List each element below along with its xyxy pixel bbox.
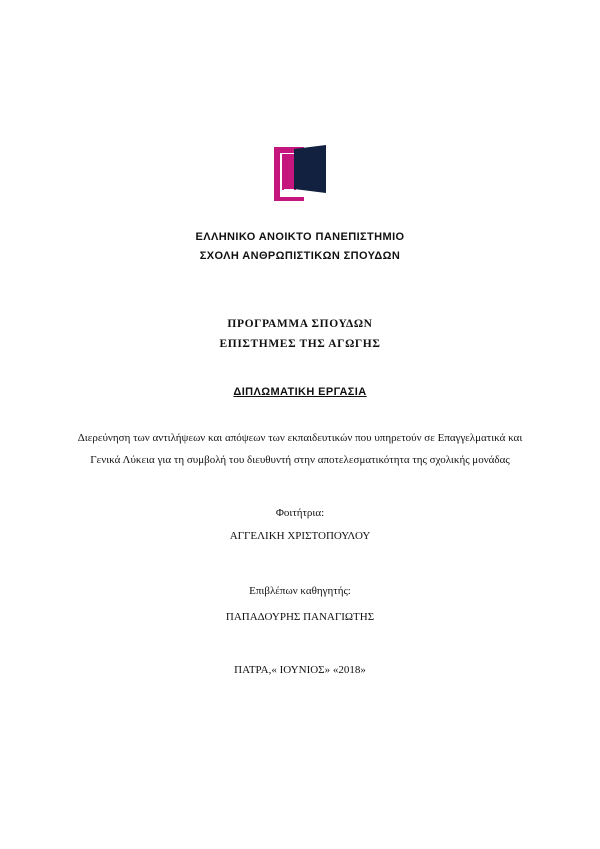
supervisor-name: ΠΑΠΑΔΟΥΡΗΣ ΠΑΝΑΓΙΩΤΗΣ	[225, 611, 375, 623]
open-university-logo-icon	[272, 145, 328, 201]
school-name: ΣΧΟΛΗ ΑΝΘΡΩΠΙΣΤΙΚΩΝ ΣΠΟΥΔΩΝ	[199, 250, 401, 262]
place-date: ΠΑΤΡΑ,« ΙΟΥΝΙΟΣ» «2018»	[234, 664, 366, 676]
thesis-title-line-2: Γενικά Λύκεια για τη συμβολή του διευθυντή στην αποτελεσματικότητα της σχολικής μονάδας	[90, 454, 510, 466]
document-type: ΔΙΠΛΩΜΑΤΙΚΗ ΕΡΓΑΣΙΑ	[233, 386, 367, 398]
student-label: Φοιτήτρια:	[275, 507, 325, 519]
program-subtitle: ΕΠΙΣΤΗΜΕΣ ΤΗΣ ΑΓΩΓΗΣ	[219, 338, 381, 350]
supervisor-label: Επιβλέπων καθηγητής:	[249, 585, 351, 597]
student-name: ΑΓΓΕΛΙΚΗ ΧΡΙΣΤΟΠΟΥΛΟΥ	[229, 530, 371, 542]
thesis-title-line-1: Διερεύνηση των αντιλήψεων και απόψεων των εκπαιδευτικών που υπηρετούν σε Επαγγελματικά και	[77, 432, 523, 444]
program-title: ΠΡΟΓΡΑΜΜΑ ΣΠΟΥΔΩΝ	[227, 318, 373, 330]
university-name: ΕΛΛΗΝΙΚΟ ΑΝΟΙΚΤΟ ΠΑΝΕΠΙΣΤΗΜΙΟ	[195, 231, 405, 243]
